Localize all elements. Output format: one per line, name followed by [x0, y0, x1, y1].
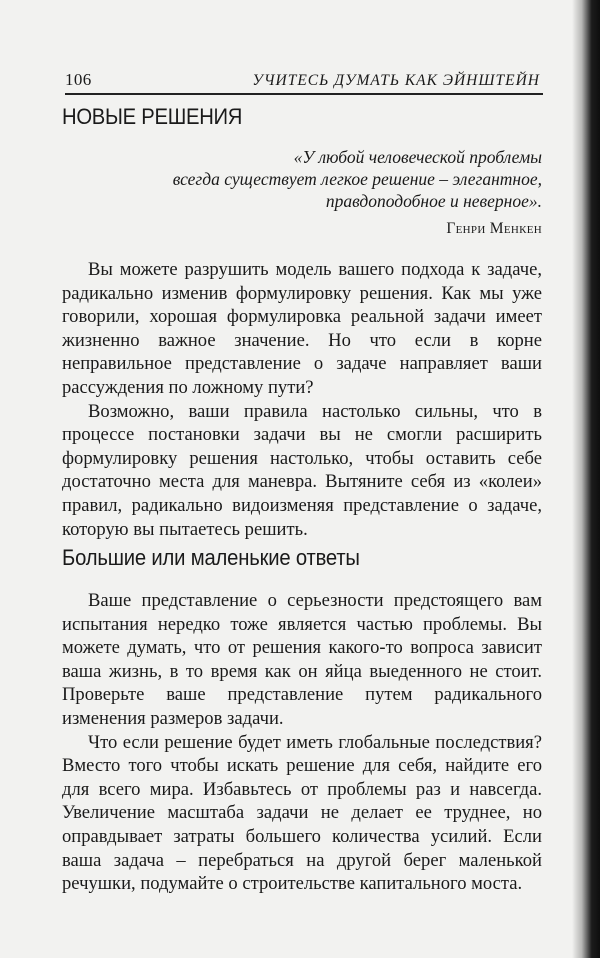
paragraph: Ваше представление о серьезности предстоящего вам испытания нередко тоже является частью проблемы. Вы можете думать, что от решения какого-то вопроса зависит ваша жизнь, в то время как он яйца выеденного не стоит. Проверьте ваше представление путем радикального изменения размеров задачи.	[62, 590, 542, 729]
paragraph: Вы можете разрушить модель вашего подхода к задаче, радикально изменив формулировку решения. Как мы уже говорили, хорошая формулировка реальной задачи имеет жизненно важное значение. Но что если в корне неправильное представление о задаче направляет ваши рассуждения по ложному пути?	[62, 259, 542, 398]
subsection-body	[62, 589, 542, 896]
epigraph-line: всегда существует легкое решение – элегантное,	[172, 169, 542, 189]
epigraph-author: Генри Менкен	[446, 220, 542, 237]
epigraph-line: правдоподобное и неверное».	[325, 191, 542, 211]
epigraph	[122, 146, 542, 212]
paragraph: Что если решение будет иметь глобальные последствия? Вместо того чтобы искать решение для себя, найдите его для всего мира. Избавьтесь от проблемы раз и навсегда. Увеличение масштаба задачи не делает ее труднее, но оправдывает затраты большего количества усилий. Если ваша задача – перебраться на другой берег маленькой речушки, подумайте о строительстве капитального моста.	[62, 731, 542, 895]
section-body	[62, 258, 542, 541]
running-title: УЧИТЕСЬ ДУМАТЬ КАК ЭЙНШТЕЙН	[252, 72, 540, 89]
paragraph: Возможно, ваши правила настолько сильны, что в процессе постановки задачи вы не смогли расширить формулировку решения настолько, чтобы оставить себе достаточно места для маневра. Вытяните себя из «колеи» правил, радикально видоизменяя представление о задаче, которую вы пытаетесь решить.	[62, 400, 542, 540]
section-heading: НОВЫЕ РЕШЕНИЯ	[62, 104, 243, 129]
running-head	[65, 70, 540, 90]
subsection-heading: Большие или маленькие ответы	[62, 545, 360, 570]
epigraph-line: «У любой человеческой проблемы	[293, 147, 542, 167]
header-rule	[65, 93, 543, 95]
page-spine-shadow	[572, 0, 600, 958]
page-number: 106	[65, 70, 92, 89]
